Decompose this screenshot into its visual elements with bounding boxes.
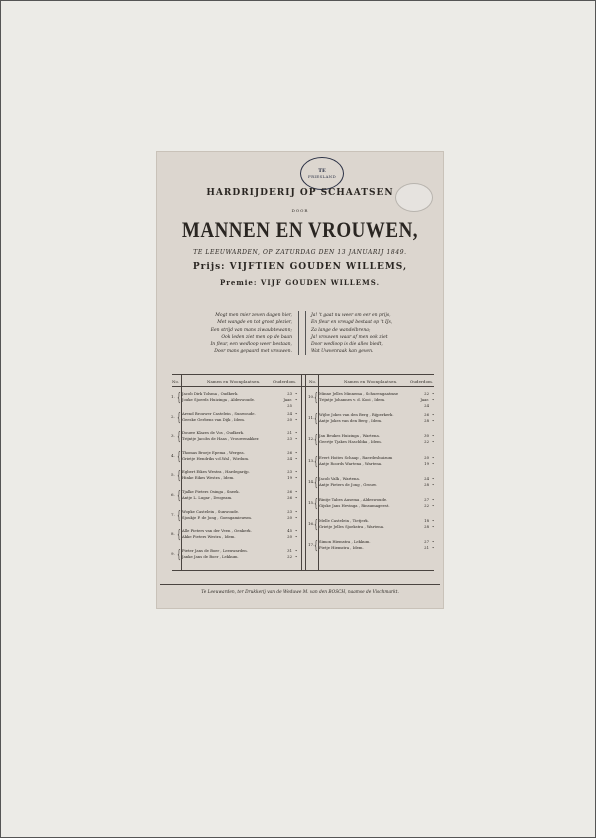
entry-man: Rintje Tabes Ausema , Aldeswoude. [319,497,388,502]
table-row [308,433,438,446]
library-stamp [300,157,344,190]
entry-ages [278,411,292,423]
entry-mark: • [295,553,298,559]
poem-line: Za lange de wandelbrena; [311,327,371,333]
footer-rule [160,584,440,585]
entry-number: 14. [308,478,315,484]
entry-woman: Sjoukje P. de Jong , Goengamieuwm. [182,514,253,520]
entry-mark: • [432,481,435,487]
table-row [308,539,438,552]
entry-age-woman: 20 [287,416,292,422]
event-date: TE LEEUWARDEN, OP ZATURDAG DEN 13 JANUARIJ 1849. [193,249,407,256]
entry-number: 3. [171,433,175,439]
entry-age-man: 26 [287,489,292,494]
entry-marks [295,509,297,521]
table-row [308,412,438,425]
entry-man: Arend Brouwer Castelein , Sunwoude. [182,410,256,416]
entry-brace: { [314,432,318,447]
entry-mark: • [432,412,435,418]
entry-age-man: 31 [287,547,292,553]
entry-man: Egbert Eikes Westra , Hardegarijp. [182,469,250,475]
premium-line: Premie: VIJF GOUDEN WILLEMS. [219,278,381,287]
table-center-rule [305,374,306,570]
entry-mark: • [295,410,298,416]
col-names-right: Namen en Woonplaatsen. [344,379,398,384]
entry-ages [278,509,292,521]
entry-age-woman: 19 [287,475,292,481]
table-row [171,509,301,522]
col-no-left: No. [172,379,180,384]
entry-ages [278,430,292,442]
entry-marks [295,489,297,501]
poem-divider-ornament [298,311,306,355]
stamp-line1: TE [318,167,326,174]
poem-line: Ook leden ziet men op de baan [221,334,292,340]
entry-man: Wopke Castelein , Sunwoude. [182,508,240,514]
table-row [171,411,301,424]
entry-marks [295,430,297,442]
entry-woman: Trijntje Johannes v. d. Kooi , Idem. [319,397,386,402]
entry-ages [415,455,429,467]
entry-number: 11. [308,415,315,421]
entry-brace: { [177,527,181,542]
entry-age-woman: 25 [287,403,292,408]
entry-woman: Janke Jans de Boer , Lekkum. [182,553,239,559]
entry-man: Evert Hoites Schaap , Raerdeshuizum [319,454,393,460]
entry-mark: • [295,495,298,500]
table-row [308,518,438,531]
col-names-left: Namen en Woonplaatsen. [207,379,261,384]
poem-left [194,312,292,356]
entry-names [182,489,274,501]
poem-right [311,312,411,356]
table-row [171,450,301,463]
entry-age-man: 26 [424,412,429,418]
entry-woman: Hinke Eikes Westra , Idem. [182,475,235,481]
entry-age-woman: 26 [287,495,292,500]
entry-mark: • [432,518,435,524]
table-row [308,476,438,489]
entry-man: Pieter Jans de Boer , Leeuwarden. [182,547,248,553]
entry-brace: { [314,453,318,468]
entry-age-woman: 22 [424,439,429,445]
entry-age-woman: 24 [287,455,292,461]
table-header-rule [172,386,434,387]
entry-mark: • [295,508,298,514]
entry-names [319,518,411,530]
entry-age-man: 23 [287,469,292,475]
entry-brace: { [177,448,181,463]
table-row [171,489,301,502]
poem-line: In fleur, een wedloop weer bestaan, [210,342,292,348]
entry-marks [432,518,434,530]
entry-age-woman: 23 [287,436,292,442]
table-top-rule [172,374,434,375]
poem-line: Ja! 't gaat nu weer om eer en prijs, [311,313,391,318]
entry-mark: • [295,436,298,442]
table-row [308,455,438,468]
entry-age-woman: 19 [424,460,429,466]
entry-brace: { [314,390,318,404]
entry-mark: • [295,547,298,553]
entry-names [319,433,411,445]
entry-mark: • [295,430,298,436]
entry-age-woman: 24 [424,403,429,408]
entry-brace: { [314,411,318,426]
entry-ages [415,391,429,409]
table-row [308,390,438,408]
entry-mark: • [295,416,298,422]
entry-ages [278,469,292,481]
poem-line: Een strijd van mans ziwaubtewann; [210,327,292,333]
poem-line: Mogt men mier zeven dagen hier, [215,313,292,318]
table-row [308,497,438,510]
entry-names [182,528,274,540]
entry-mark: • [432,539,435,545]
entry-age-woman: 22 [287,553,292,559]
entry-woman: Gijske Jans Hevinga , Rinsumageest. [319,503,390,508]
entry-mark: • [432,439,435,445]
entry-brace: { [177,546,181,561]
entry-brace: { [314,517,318,532]
entry-mark: • [432,503,435,508]
entry-age-man: 27 [424,539,429,545]
entry-number: 1. [171,394,175,399]
entry-age-woman: 22 [424,503,429,508]
entry-woman: Akke Pieters Westra , Idem. [182,534,236,540]
entry-age-woman: 20 [287,534,292,540]
title-line-1: HARDRIJDERIJ OP SCHAATSEN [206,188,394,198]
entry-mark: • [432,397,435,402]
entry-marks [432,455,434,467]
entry-number: 13. [308,457,315,463]
entry-ages [278,528,292,540]
entry-names [182,548,274,560]
entry-mark: • [432,433,435,439]
entry-mark: • [295,455,298,461]
entry-mark: • [432,545,435,551]
entry-age-man: 23 [287,508,292,514]
poem-line: Wat Uwvenraak kan geven. [311,349,374,355]
entry-woman: Antje Jokes van den Berg , Idem. [319,418,383,424]
entry-age-man: 45 [287,528,292,534]
table-row [171,469,301,482]
entry-woman: Antje Roords Wartena , Wartena. [319,460,383,466]
entry-names [182,430,274,442]
entry-age-man: 23 Jaar. [283,391,292,402]
entry-names [182,411,274,423]
table-row [171,430,301,443]
entry-names [319,476,411,488]
table-row [171,548,301,561]
entry-marks [432,539,434,551]
prize-line: Prijs: VIJFTIEN GOUDEN WILLEMS, [192,262,408,272]
col-no-right: No. [309,379,317,384]
entry-mark: • [432,497,435,502]
entry-mark: • [432,460,435,466]
table-center-rule [301,374,302,570]
entry-man: Thomas Broeje Epema , Wergea. [182,449,245,455]
entry-ages [415,497,429,509]
entry-man: Minne Jelles Minnema , Schurengaatmse [319,391,399,396]
entry-age-woman: 21 [424,545,429,551]
entry-man: Alle Pieters van der Veen , Oenkerk. [182,528,252,534]
entry-woman: Pietje Hiemstra , Idem. [319,545,364,551]
entry-ages [278,548,292,560]
entry-ages [415,433,429,445]
entry-man: Jan Beukes Huizinga , Wartena. [319,433,380,439]
entry-names [182,509,274,521]
entry-ages [415,539,429,551]
entry-ages [415,476,429,488]
entry-names [182,391,274,403]
entry-age-woman: 28 [424,524,429,530]
entry-number: 5. [171,472,175,478]
entry-names [319,412,411,424]
entry-age-man: 27 [424,497,429,502]
entry-number: 12. [308,436,315,442]
entry-man: Jacob Valk , Wartena. [319,475,360,481]
entry-marks [432,476,434,488]
entry-brace: { [177,488,181,502]
entry-marks [432,497,434,509]
entry-woman: Antje L. Lugar , Drogeam. [182,495,233,500]
poem-line: Met wangde en tot groot plezier, [217,320,292,326]
entry-mark: • [432,475,435,481]
entry-marks [432,433,434,445]
entry-marks [295,548,297,560]
entry-woman: Grietje Hendriks v.d.Wal , Wirdum. [182,455,250,461]
entry-names [319,497,411,509]
entry-number: 16. [308,521,315,527]
entry-mark: • [432,418,435,424]
entry-woman: Jouke Sjoerds Huizinga , Aldeswoude. [182,397,256,402]
entry-man: Simon Hiemstra , Lekkum. [319,539,371,545]
entry-mark: • [295,534,298,540]
col-age-right: Ouderdom. [410,379,434,384]
entry-names [182,469,274,481]
entry-man: Tjalke Pieters Osinga , Sneek. [182,489,240,494]
entry-age-man: 30 [424,433,429,439]
entry-marks [432,412,434,424]
entry-mark: • [295,489,298,494]
entry-ages [278,391,292,409]
printer-imprint: Te Leeuwarden, ter Drukkerij van de Weduwe M. van den BOSCH, naamse de Vischmarkt. [201,590,399,595]
poem-line: Ja! vrouwen waar af men ook ziet [311,334,388,340]
table-bottom-rule [172,570,434,571]
poem-line: Door mans gepaard met vrouwen. [214,349,292,355]
entry-number: 8. [171,531,175,537]
entry-mark: • [295,475,298,481]
poem-line: En fleur en vreugd bestaat op 't IJs, [311,320,393,326]
entry-names [319,455,411,467]
entry-man: Jacob Dirk Tolsma , Oudkerk. [182,391,239,396]
entry-names [182,450,274,462]
entry-marks [295,411,297,423]
entry-marks [295,450,297,462]
entry-names [319,539,411,551]
entry-mark: • [295,391,298,396]
entry-names [319,391,411,403]
entry-brace: { [314,496,318,510]
entry-age-man: 24 [287,410,292,416]
entry-number: 2. [171,413,175,419]
entry-number: 4. [171,452,175,458]
entry-mark: • [295,397,298,402]
entry-age-woman: 28 [424,418,429,424]
poem-line: Door wedloop is die alles biedt, [311,342,383,348]
entry-woman: Geeske Gerbens van Dijk , Idem. [182,416,246,422]
entry-mark: • [295,514,298,520]
entry-mark: • [295,528,298,534]
entry-mark: • [432,391,435,396]
entry-marks [295,391,297,403]
col-age-left: Ouderdom. [273,379,297,384]
entry-brace: { [314,474,318,489]
entry-woman: Geertje Tjakes Haschbka , Idem. [319,439,382,445]
table-row [171,390,301,408]
entry-number: 7. [171,511,175,517]
entry-ages [278,450,292,462]
entry-number: 15. [308,500,315,505]
entry-ages [278,489,292,501]
entry-age-man: 24 [424,475,429,481]
entry-brace: { [314,538,318,553]
entry-brace: { [177,390,181,404]
entry-marks [295,528,297,540]
entry-ages [415,412,429,424]
entry-age-woman: 28 [424,481,429,487]
entry-mark: • [432,454,435,460]
table-row [171,528,301,541]
title-main: MANNEN EN VROUWEN, [181,218,419,243]
entry-number: 6. [171,492,175,497]
entry-brace: { [177,507,181,522]
entry-marks [295,469,297,481]
entry-mark: • [295,449,298,455]
stamp-line2: FRIESLAND [308,173,336,179]
entry-man: Melle Castelein , Tietjerk. [319,518,369,524]
entry-brace: { [177,409,181,424]
entry-age-man: 22 Jaar. [420,391,429,402]
entry-number: 10. [308,394,315,399]
entry-age-man: 20 [424,454,429,460]
entry-man: Wijbe Jokes van den Berg , Rijperkerk. [319,412,394,418]
entry-age-woman: 20 [287,514,292,520]
entry-age-man: 18 [424,518,429,524]
title-line-2: DOOR [291,208,309,213]
entry-marks [432,391,434,403]
entry-age-man: 21 [287,430,292,436]
entry-woman: Grietje Jelles Sjoekstra , Wartena. [319,524,385,530]
entry-brace: { [177,468,181,483]
entry-ages [415,518,429,530]
entry-number: 17. [308,542,315,548]
entry-woman: Trijntje Jacobs de Haas , Vrouwenakker. [182,436,260,442]
entry-brace: { [177,429,181,444]
entry-mark: • [432,524,435,530]
entry-mark: • [295,469,298,475]
entry-number: 9. [171,550,175,556]
entry-age-man: 26 [287,449,292,455]
entry-woman: Antje Pieters de Jong , Grouw. [319,481,377,487]
entry-man: Douwe Klazes de Vos , Oudkerk. [182,430,245,436]
